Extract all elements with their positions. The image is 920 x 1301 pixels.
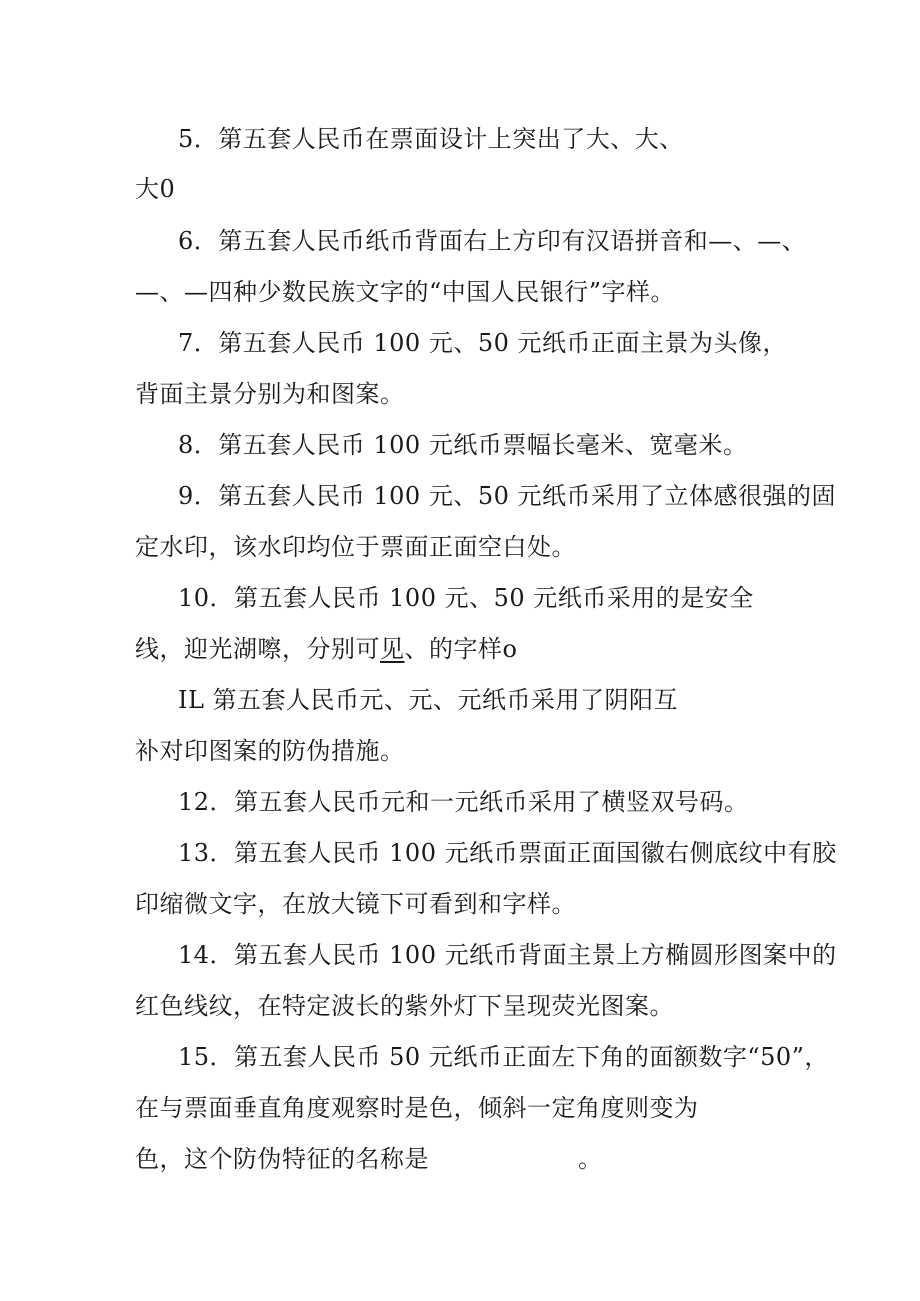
question-13-line-1: 13．第五套人民币 100 元纸币票面正面国徽右侧底纹中有胶 — [178, 839, 837, 867]
question-6-line-2: —、—四种少数民族文字的“中国人民银行”字样。 — [135, 278, 676, 306]
question-10-line-2-start: 线，迎光湖嚓，分别可 — [135, 635, 380, 663]
question-10-line-2 — [135, 634, 517, 664]
question-11-line-2: 补对印图案的防伪措施。 — [135, 737, 405, 765]
question-12-line-1: 12．第五套人民币元和一元纸币采用了横竖双号码。 — [178, 788, 749, 816]
question-10-line-2-end: 、的字样o — [404, 635, 518, 663]
question-9-line-1: 9．第五套人民币 100 元、50 元纸币采用了立体感很强的固 — [178, 482, 837, 510]
question-5-line-2: 大0 — [135, 175, 176, 203]
question-15-line-1: 15．第五套人民币 50 元纸币正面左下角的面额数字“50”， — [178, 1043, 829, 1071]
question-14-line-2: 红色线纹，在特定波长的紫外灯下呈现荧光图案。 — [135, 992, 674, 1020]
question-7-line-1: 7．第五套人民币 100 元、50 元纸币正面主景为头像， — [178, 329, 788, 357]
question-8-line-1: 8．第五套人民币 100 元纸币票幅长毫米、宽毫米。 — [178, 431, 748, 459]
question-13-line-2: 印缩微文字，在放大镜下可看到和字样。 — [135, 890, 576, 918]
question-5-line-1: 5．第五套人民币在票面设计上突出了大、大、 — [178, 125, 684, 153]
question-11-line-1: IL 第五套人民币元、元、元纸币采用了阴阳互 — [178, 686, 679, 714]
question-15-line-2: 在与票面垂直角度观察时是色，倾斜一定角度则变为 — [135, 1094, 699, 1122]
underlined-word: 见 — [380, 635, 405, 663]
question-14-line-1: 14．第五套人民币 100 元纸币背面主景上方椭圆形图案中的 — [178, 941, 837, 969]
question-7-line-2: 背面主景分别为和图案。 — [135, 380, 405, 408]
question-15-line-3-end: 。 — [578, 1145, 603, 1173]
question-10-line-1: 10．第五套人民币 100 元、50 元纸币采用的是安全 — [178, 584, 754, 612]
question-6-line-1: 6．第五套人民币纸币背面右上方印有汉语拼音和—、—、 — [178, 227, 807, 255]
question-9-line-2: 定水印，该水印均位于票面正面空白处。 — [135, 533, 576, 561]
question-15-line-3: 色，这个防伪特征的名称是 — [135, 1145, 429, 1173]
